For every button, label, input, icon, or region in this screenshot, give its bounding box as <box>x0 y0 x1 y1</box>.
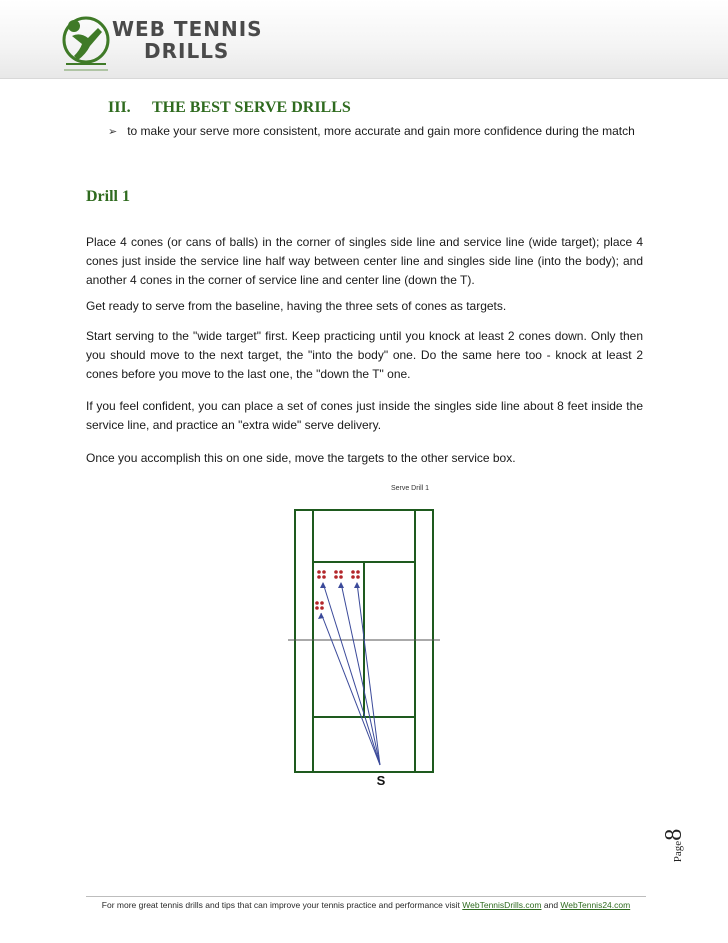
logo-wordmark <box>112 18 263 62</box>
arrowhead-body <box>338 582 344 588</box>
serve-path-extra-wide <box>321 613 380 765</box>
arrowhead-t <box>354 582 360 588</box>
section-number: III. <box>108 99 131 116</box>
footer-text: For more great tennis drills and tips that can improve your tennis practice and performance visit <box>101 900 460 910</box>
cones-wide-target <box>317 570 326 579</box>
arrowhead-wide <box>320 582 326 588</box>
footer-link-webtennis24[interactable]: WebTennis24.com <box>560 900 631 910</box>
section-subtitle <box>108 124 635 138</box>
footer-link-webtennisdrills[interactable]: WebTennisDrills.com <box>462 900 542 910</box>
page-number-value: 8 <box>661 828 688 841</box>
section-subtitle-text: to make your serve more consistent, more accurate and gain more confidence during the match <box>127 124 635 138</box>
footer-joiner: and <box>543 900 559 910</box>
diagram-title: Serve Drill 1 <box>390 485 430 492</box>
cones-body-target <box>334 570 343 579</box>
server-label: S <box>376 773 386 788</box>
page-number <box>661 812 706 882</box>
page-footer <box>86 896 646 910</box>
page-header <box>0 0 728 79</box>
cones-extra-wide-target <box>315 601 324 610</box>
paragraph-serving-order: Start serving to the "wide target" first. Keep practicing until you knock at least 2 cones down. Only then you should move to the next target, the "into the body" one. Do the same here too - knock at least 2 cones before you move to the last one, the "down the T" one. <box>86 329 643 381</box>
arrow-bullet-icon: ➢ <box>108 126 118 138</box>
serve-paths <box>321 583 380 765</box>
serve-path-wide <box>323 583 380 765</box>
section-title: THE BEST SERVE DRILLS <box>152 99 351 116</box>
serve-drill-diagram <box>0 480 728 800</box>
logo-line-2: DRILLS <box>144 39 230 63</box>
drill-title: Drill 1 <box>86 188 130 205</box>
section-heading <box>108 99 351 117</box>
cones-t-target <box>351 570 360 579</box>
paragraph-get-ready: Get ready to serve from the baseline, having the three sets of cones as targets. <box>86 299 507 313</box>
paragraph-other-side: Once you accomplish this on one side, move the targets to the other service box. <box>86 451 516 465</box>
logo-line-1: WEB TENNIS <box>112 17 263 41</box>
arrowhead-extra-wide <box>318 613 324 619</box>
paragraph-cone-placement: Place 4 cones (or cans of balls) in the corner of singles side line and service line (wide target); place 4 cones just inside the service line half way between center line and singles side line (into the body); and another 4 cones in the corner of service line and center line (down the T). <box>86 235 643 287</box>
page-word: Page <box>672 840 685 863</box>
paragraph-extra-wide: If you feel confident, you can place a set of cones just inside the singles side line about 8 feet inside the service line, and practice an "extra wide" serve delivery. <box>86 399 643 432</box>
cone-sets <box>315 570 360 610</box>
serve-arrowheads <box>318 582 360 619</box>
